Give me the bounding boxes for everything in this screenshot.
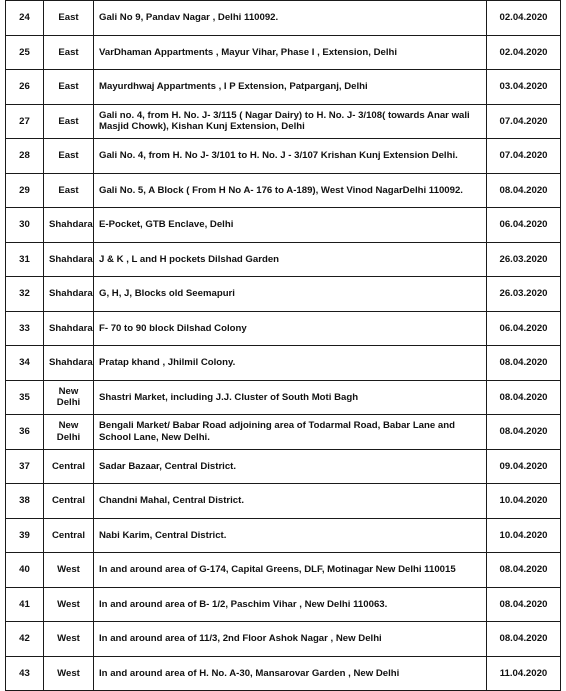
- district-cell: Central: [44, 449, 94, 484]
- serial-number-cell: 41: [6, 587, 44, 622]
- area-cell: Nabi Karim, Central District.: [94, 518, 487, 553]
- district-cell: East: [44, 1, 94, 36]
- date-cell: 10.04.2020: [487, 484, 561, 519]
- date-cell: 08.04.2020: [487, 415, 561, 450]
- date-cell: 09.04.2020: [487, 449, 561, 484]
- table-row: [6, 35, 561, 70]
- serial-number-cell: 27: [6, 104, 44, 139]
- serial-number-cell: 32: [6, 277, 44, 312]
- date-cell: 08.04.2020: [487, 346, 561, 381]
- serial-number-cell: 30: [6, 208, 44, 243]
- district-cell: East: [44, 70, 94, 105]
- table-row: [6, 656, 561, 691]
- district-cell: West: [44, 553, 94, 588]
- area-cell: In and around area of G-174, Capital Greens, DLF, Motinagar New Delhi 110015: [94, 553, 487, 588]
- area-cell: Sadar Bazaar, Central District.: [94, 449, 487, 484]
- date-cell: 06.04.2020: [487, 311, 561, 346]
- serial-number-cell: 26: [6, 70, 44, 105]
- table-row: [6, 311, 561, 346]
- date-cell: 06.04.2020: [487, 208, 561, 243]
- table-row: [6, 553, 561, 588]
- date-cell: 08.04.2020: [487, 553, 561, 588]
- table-row: [6, 346, 561, 381]
- containment-zone-list: [5, 0, 561, 679]
- table-row: [6, 518, 561, 553]
- area-cell: In and around area of B- 1/2, Paschim Vihar , New Delhi 110063.: [94, 587, 487, 622]
- date-cell: 07.04.2020: [487, 104, 561, 139]
- table-row: [6, 484, 561, 519]
- serial-number-cell: 38: [6, 484, 44, 519]
- district-cell: Shahdara: [44, 346, 94, 381]
- serial-number-cell: 37: [6, 449, 44, 484]
- date-cell: 08.04.2020: [487, 380, 561, 415]
- district-cell: Central: [44, 518, 94, 553]
- date-cell: 10.04.2020: [487, 518, 561, 553]
- serial-number-cell: 40: [6, 553, 44, 588]
- district-cell: Shahdara: [44, 208, 94, 243]
- date-cell: 11.04.2020: [487, 656, 561, 691]
- serial-number-cell: 36: [6, 415, 44, 450]
- table-row: [6, 208, 561, 243]
- date-cell: 08.04.2020: [487, 173, 561, 208]
- area-cell: Gali No. 5, A Block ( From H No A- 176 to A-189), West Vinod NagarDelhi 110092.: [94, 173, 487, 208]
- date-cell: 08.04.2020: [487, 622, 561, 657]
- area-cell: Mayurdhwaj Appartments , I P Extension, Patparganj, Delhi: [94, 70, 487, 105]
- area-cell: Gali No. 4, from H. No J- 3/101 to H. No. J - 3/107 Krishan Kunj Extension Delhi.: [94, 139, 487, 174]
- serial-number-cell: 42: [6, 622, 44, 657]
- serial-number-cell: 29: [6, 173, 44, 208]
- date-cell: 26.03.2020: [487, 277, 561, 312]
- district-cell: New Delhi: [44, 415, 94, 450]
- containment-zone-table: [5, 0, 561, 691]
- table-row: [6, 1, 561, 36]
- area-cell: VarDhaman Appartments , Mayur Vihar, Phase I , Extension, Delhi: [94, 35, 487, 70]
- area-cell: F- 70 to 90 block Dilshad Colony: [94, 311, 487, 346]
- table-row: [6, 415, 561, 450]
- date-cell: 07.04.2020: [487, 139, 561, 174]
- serial-number-cell: 28: [6, 139, 44, 174]
- serial-number-cell: 43: [6, 656, 44, 691]
- district-cell: East: [44, 104, 94, 139]
- district-cell: Central: [44, 484, 94, 519]
- area-cell: Shastri Market, including J.J. Cluster of South Moti Bagh: [94, 380, 487, 415]
- table-row: [6, 242, 561, 277]
- date-cell: 26.03.2020: [487, 242, 561, 277]
- table-row: [6, 622, 561, 657]
- area-cell: In and around area of 11/3, 2nd Floor Ashok Nagar , New Delhi: [94, 622, 487, 657]
- table-row: [6, 104, 561, 139]
- date-cell: 03.04.2020: [487, 70, 561, 105]
- area-cell: Gali No 9, Pandav Nagar , Delhi 110092.: [94, 1, 487, 36]
- serial-number-cell: 24: [6, 1, 44, 36]
- district-cell: Shahdara: [44, 311, 94, 346]
- district-cell: New Delhi: [44, 380, 94, 415]
- district-cell: Shahdara: [44, 277, 94, 312]
- table-row: [6, 277, 561, 312]
- area-cell: G, H, J, Blocks old Seemapuri: [94, 277, 487, 312]
- area-cell: J & K , L and H pockets Dilshad Garden: [94, 242, 487, 277]
- table-body: [6, 1, 561, 691]
- area-cell: Chandni Mahal, Central District.: [94, 484, 487, 519]
- serial-number-cell: 35: [6, 380, 44, 415]
- table-row: [6, 70, 561, 105]
- serial-number-cell: 25: [6, 35, 44, 70]
- area-cell: Pratap khand , Jhilmil Colony.: [94, 346, 487, 381]
- table-row: [6, 380, 561, 415]
- area-cell: E-Pocket, GTB Enclave, Delhi: [94, 208, 487, 243]
- district-cell: West: [44, 587, 94, 622]
- table-row: [6, 587, 561, 622]
- area-cell: Gali no. 4, from H. No. J- 3/115 ( Nagar Dairy) to H. No. J- 3/108( towards Anar wali Masjid Chowk), Kishan Kunj Extension, Delhi: [94, 104, 487, 139]
- date-cell: 02.04.2020: [487, 35, 561, 70]
- district-cell: West: [44, 622, 94, 657]
- serial-number-cell: 34: [6, 346, 44, 381]
- serial-number-cell: 33: [6, 311, 44, 346]
- table-row: [6, 449, 561, 484]
- district-cell: Shahdara: [44, 242, 94, 277]
- table-row: [6, 173, 561, 208]
- area-cell: Bengali Market/ Babar Road adjoining area of Todarmal Road, Babar Lane and School Lane, New Delhi.: [94, 415, 487, 450]
- district-cell: East: [44, 173, 94, 208]
- district-cell: East: [44, 139, 94, 174]
- district-cell: West: [44, 656, 94, 691]
- area-cell: In and around area of H. No. A-30, Mansarovar Garden , New Delhi: [94, 656, 487, 691]
- serial-number-cell: 31: [6, 242, 44, 277]
- date-cell: 08.04.2020: [487, 587, 561, 622]
- serial-number-cell: 39: [6, 518, 44, 553]
- date-cell: 02.04.2020: [487, 1, 561, 36]
- district-cell: East: [44, 35, 94, 70]
- table-row: [6, 139, 561, 174]
